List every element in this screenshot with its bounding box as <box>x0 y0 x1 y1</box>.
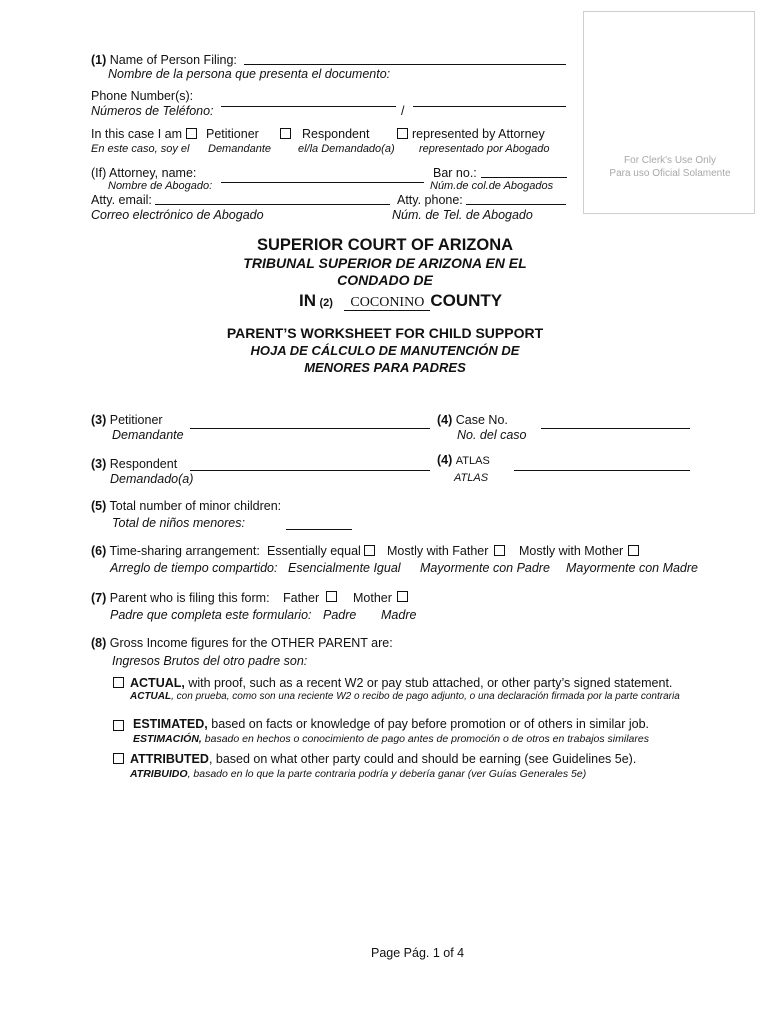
income-actual-option-es: ACTUAL, con prueba, como son una reciente W2 o recibo de pago adjunto, o una declaración firmada por la parte contraria <box>130 691 680 702</box>
income-estimated-option-es: ESTIMACIÓN, basado en hechos o conocimiento de pago antes de promoción o de otros en trabajos similares <box>133 733 649 745</box>
petitioner-name-label-es: Demandante <box>112 428 184 442</box>
attorney-checkbox[interactable] <box>397 128 408 139</box>
case-role-label: In this case I am <box>91 127 183 141</box>
represented-option-es: representado por Abogado <box>419 143 550 155</box>
case-number-label: (4) Case No. <box>437 413 508 427</box>
phone-separator: / <box>401 104 405 118</box>
attorney-name-label: (If) Attorney, name: <box>91 166 197 180</box>
filing-parent-label: (7) Parent who is filing this form: <box>91 591 270 605</box>
filing-mother-option: Mother <box>353 591 392 605</box>
name-label-es: Nombre de la persona que presenta el documento: <box>108 67 391 81</box>
filing-father-option: Father <box>283 591 320 605</box>
children-label-es: Total de niños menores: <box>112 516 245 530</box>
filing-parent-label-es: Padre que completa este formulario: <box>110 608 312 622</box>
phone-field-2[interactable] <box>413 106 566 107</box>
income-actual-checkbox[interactable] <box>113 677 124 688</box>
respondent-option-es: el/la Demandado(a) <box>298 143 395 155</box>
clerk-use-label: For Clerk's Use Only <box>624 155 716 166</box>
filing-father-checkbox[interactable] <box>326 591 337 602</box>
form-title-es-1: HOJA DE CÁLCULO DE MANUTENCIÓN DE <box>250 343 520 358</box>
county-line: IN (2) COCONINO COUNTY <box>299 291 503 310</box>
attorney-email-label-es: Correo electrónico de Abogado <box>91 208 264 222</box>
bar-number-label: Bar no.: <box>433 166 477 180</box>
attorney-phone-field[interactable] <box>466 204 566 205</box>
atlas-field[interactable] <box>514 470 690 471</box>
attorney-email-label: Atty. email: <box>91 193 152 207</box>
filing-father-option-es: Padre <box>323 608 357 622</box>
income-attributed-checkbox[interactable] <box>113 753 124 764</box>
attorney-phone-label-es: Núm. de Tel. de Abogado <box>392 208 533 222</box>
petitioner-name-label: (3) Petitioner <box>91 413 163 427</box>
phone-label-es: Números de Teléfono: <box>91 104 214 118</box>
children-count-field[interactable] <box>286 529 352 530</box>
filing-mother-option-es: Madre <box>381 608 417 622</box>
case-number-label-es: No. del caso <box>457 428 527 442</box>
respondent-name-label: (3) Respondent <box>91 457 178 471</box>
attorney-phone-label: Atty. phone: <box>397 193 463 207</box>
timesharing-mother-checkbox[interactable] <box>628 545 639 556</box>
attorney-name-label-es: Nombre de Abogado: <box>108 180 213 192</box>
county-name[interactable]: COCONINO <box>344 295 430 311</box>
filing-mother-checkbox[interactable] <box>397 591 408 602</box>
form-title-es-2: MENORES PARA PADRES <box>304 360 466 375</box>
form-title: PARENT’S WORKSHEET FOR CHILD SUPPORT <box>226 325 544 341</box>
petitioner-option-es: Demandante <box>208 143 271 155</box>
respondent-checkbox[interactable] <box>280 128 291 139</box>
court-title: SUPERIOR COURT OF ARIZONA <box>256 236 514 254</box>
income-attributed-option-es: ATRIBUIDO, basado en lo que la parte contraria podría y debería ganar (ver Guías Generales 5e) <box>130 768 587 780</box>
case-role-label-es: En este caso, soy el <box>91 143 190 155</box>
respondent-option: Respondent <box>302 127 370 141</box>
income-estimated-option: ESTIMATED, based on facts or knowledge of pay before promotion or of others in similar job. <box>133 717 649 731</box>
timesharing-mother-option: Mostly with Mother <box>519 544 624 558</box>
petitioner-option: Petitioner <box>206 127 259 141</box>
income-attributed-option: ATTRIBUTED, based on what other party could and should be earning (see Guidelines 5e). <box>130 752 637 766</box>
name-label: (1) Name of Person Filing: <box>91 53 237 67</box>
case-number-field[interactable] <box>541 428 690 429</box>
clerk-use-label-es: Para uso Oficial Solamente <box>609 168 731 179</box>
bar-number-label-es: Núm.de col.de Abogados <box>430 180 554 192</box>
bar-number-field[interactable] <box>481 177 567 178</box>
income-label: (8) Gross Income figures for the OTHER PARENT are: <box>91 636 393 650</box>
timesharing-mother-option-es: Mayormente con Madre <box>566 561 699 575</box>
respondent-name-label-es: Demandado(a) <box>110 472 194 486</box>
name-field[interactable] <box>244 64 566 65</box>
represented-option: represented by Attorney <box>412 127 545 141</box>
phone-field-1[interactable] <box>221 106 396 107</box>
petitioner-checkbox[interactable] <box>186 128 197 139</box>
timesharing-label: (6) Time-sharing arrangement: <box>91 544 260 558</box>
timesharing-father-checkbox[interactable] <box>494 545 505 556</box>
respondent-name-field[interactable] <box>190 470 430 471</box>
court-title-es-1: TRIBUNAL SUPERIOR DE ARIZONA EN EL <box>243 255 527 271</box>
timesharing-father-option: Mostly with Father <box>387 544 489 558</box>
timesharing-equal-option-es: Esencialmente Igual <box>288 561 401 575</box>
clerk-use-box <box>583 11 755 214</box>
timesharing-label-es: Arreglo de tiempo compartido: <box>110 561 278 575</box>
attorney-email-field[interactable] <box>155 204 390 205</box>
timesharing-equal-option: Essentially equal <box>267 544 361 558</box>
income-label-es: Ingresos Brutos del otro padre son: <box>112 654 308 668</box>
timesharing-equal-checkbox[interactable] <box>364 545 375 556</box>
atlas-label: (4) ATLAS <box>437 453 490 467</box>
atlas-label-es: ATLAS <box>454 472 489 484</box>
court-title-es-2: CONDADO DE <box>337 272 433 288</box>
timesharing-father-option-es: Mayormente con Padre <box>420 561 550 575</box>
petitioner-name-field[interactable] <box>190 428 430 429</box>
children-label: (5) Total number of minor children: <box>91 499 282 513</box>
income-actual-option: ACTUAL, with proof, such as a recent W2 or pay stub attached, or other party’s signed statement. <box>130 676 673 690</box>
page-number: Page Pág. 1 of 4 <box>371 946 465 960</box>
income-estimated-checkbox[interactable] <box>113 720 124 731</box>
attorney-name-field[interactable] <box>221 182 424 183</box>
phone-label: Phone Number(s): <box>91 89 194 103</box>
